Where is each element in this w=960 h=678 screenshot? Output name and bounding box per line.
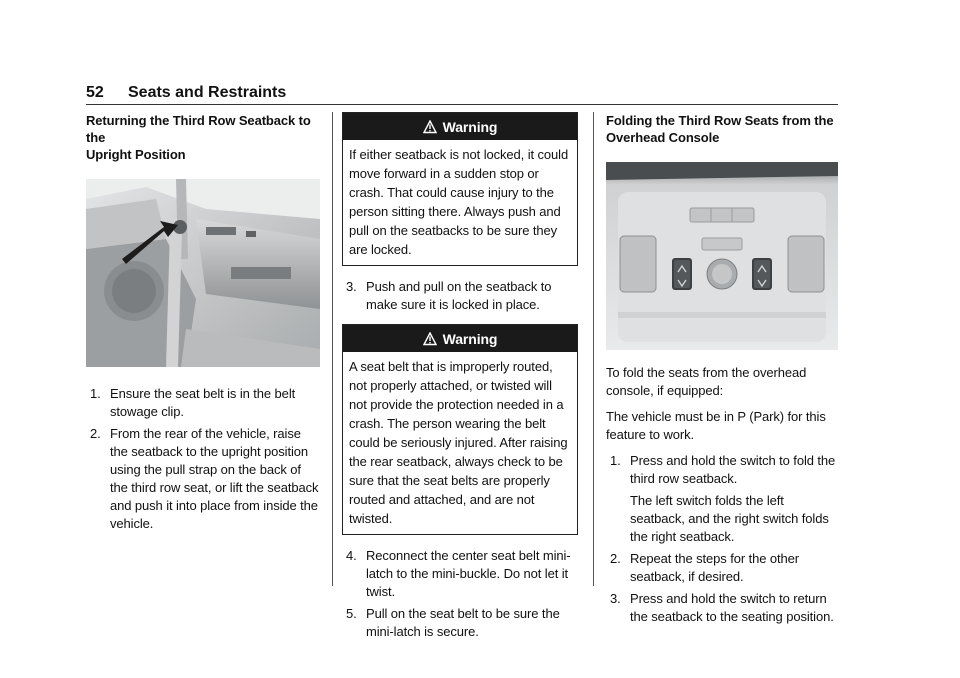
warning-icon: [423, 332, 437, 346]
column-middle: [342, 112, 578, 645]
page-header: [86, 84, 838, 106]
overhead-console-photo: [606, 162, 838, 350]
intro-text: To fold the seats from the overhead console, if equipped:: [606, 365, 807, 398]
warning-header: Warning: [343, 325, 577, 352]
seatback-illustration: [86, 179, 320, 367]
header-rule: [86, 104, 838, 105]
list-item: 5. Pull on the seat belt to be sure the mini-latch is secure.: [346, 606, 560, 639]
section-title: Seats and Restraints: [128, 84, 287, 101]
step-detail: The left switch folds the left seatback, and the right switch folds the right seatback.: [630, 493, 829, 544]
list-item: 1. Ensure the seat belt is in the belt stowage clip.: [90, 386, 296, 419]
column-divider-right: [593, 112, 594, 586]
step-3: [342, 278, 578, 314]
list-item: 3. Press and hold the switch to return the seatback to the seating position.: [610, 591, 834, 624]
list-item: 2. Repeat the steps for the other seatback, if desired.: [610, 551, 799, 584]
warning-icon: [423, 120, 437, 134]
page-number: 52: [86, 84, 104, 101]
column-divider-left: [332, 112, 333, 586]
section-heading-returning: Returning the Third Row Seatback to the Upright Position: [86, 113, 311, 162]
park-note: The vehicle must be in P (Park) for this feature to work.: [606, 409, 826, 442]
warning-text: If either seatback is not locked, it could move forward in a sudden stop or crash. That could cause injury to the person sitting there. Always push and pull on the seatbacks to be sure they are locked.: [349, 147, 569, 257]
column-right: [606, 112, 840, 630]
folding-steps: [606, 452, 840, 626]
warning-header: Warning: [343, 113, 577, 140]
warning-box-seatback-lock: [342, 112, 578, 266]
list-item: 4. Reconnect the center seat belt mini-latch to the mini-buckle. Do not let it twist.: [346, 548, 571, 599]
steps-4-5: [342, 547, 578, 641]
list-item: 1. Press and hold the switch to fold the third row seatback. The left switch folds the left seatback, and the right switch folds the right seatback.: [606, 452, 840, 546]
overhead-console-illustration: [606, 162, 838, 350]
column-left: [86, 112, 320, 537]
warning-text: A seat belt that is improperly routed, not properly attached, or twisted will not provide the protection needed in a crash. The person wearing the belt could be seriously injured. After raising the rear seatback, always check to be sure that the seat belts are properly routed and attached, and are not twisted.: [349, 359, 568, 526]
seatback-photo: [86, 179, 320, 367]
returning-steps: [86, 385, 320, 533]
section-heading-folding: Folding the Third Row Seats from the Overhead Console: [606, 113, 834, 145]
warning-box-seat-belt: [342, 324, 578, 535]
list-item: 3. Push and pull on the seatback to make sure it is locked in place.: [346, 279, 552, 312]
list-item: 2. From the rear of the vehicle, raise the seatback to the upright position using the pull strap on the back of the third row seat, or lift the seatback and push it into place from inside the vehicle.: [90, 426, 319, 531]
